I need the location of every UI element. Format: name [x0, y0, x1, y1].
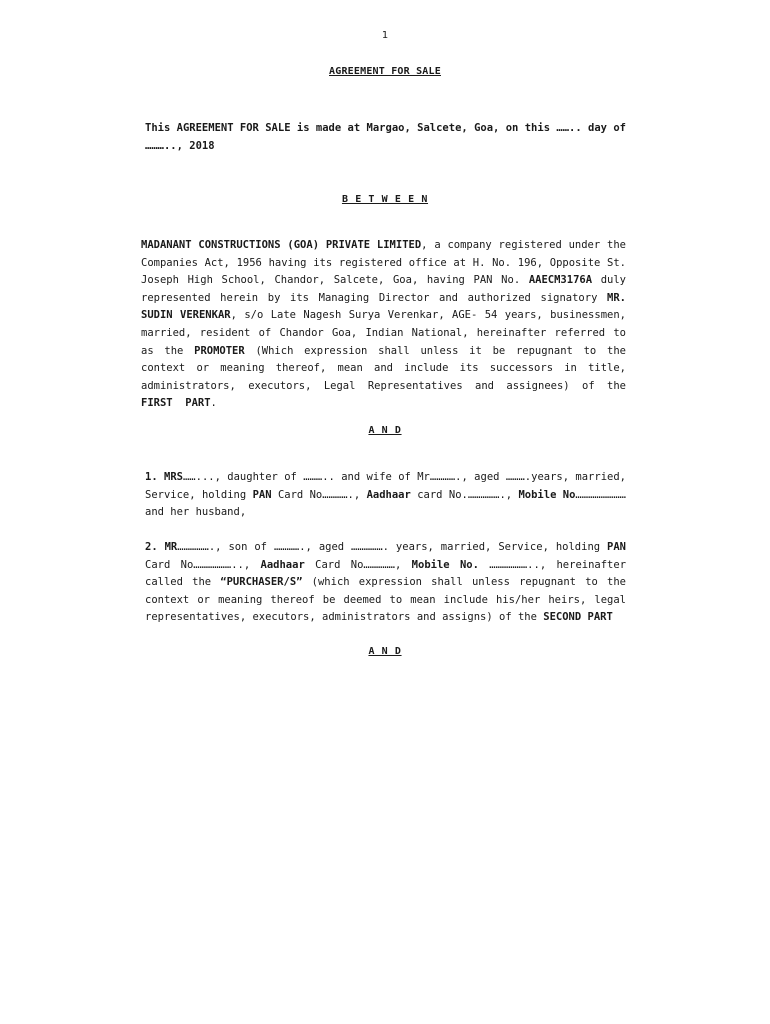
purchaser-2-number: 2. [145, 541, 165, 553]
second-part-label: SECOND PART [543, 611, 613, 624]
purchaser-1-text-2: Card No…………., [271, 488, 367, 501]
purchaser-1-aadhaar-label: Aadhaar [366, 488, 411, 501]
purchaser-2-name-label: MR [164, 541, 178, 553]
intro-paragraph: This AGREEMENT FOR SALE is made at Margao, Salcete, Goa, on this …….. day of ……….., 2018 [145, 122, 626, 152]
page-number: 1 [381, 30, 389, 41]
promoter-text-4: (Which expression shall unless it be repugnant to the context or meaning thereof, mean and include its successors in title, administrators, executors, Legal Representatives and assignees) of the [141, 344, 626, 392]
purchaser-1-paragraph [145, 469, 626, 522]
company-pan: AAECM3176A [528, 274, 593, 287]
signatory-name: MR. SUDIN VERENKAR [141, 291, 626, 322]
purchaser-2-text-3: Card No……………, [304, 558, 412, 571]
purchaser-2-aadhaar-label: Aadhaar [260, 558, 305, 571]
document-title: AGREEMENT FOR SALE [329, 66, 441, 77]
purchaser-2-pan-label: PAN [607, 541, 626, 553]
purchaser-label: “PURCHASER/S” [220, 576, 303, 589]
purchaser-1-number: 1. [145, 471, 165, 483]
purchaser-2-text-5: (which expression shall unless repugnant to the context or meaning thereof be deemed to mean include his/her heirs, legal representatives, executors, administrators and assigns) of the [145, 576, 626, 624]
purchaser-2-text-1: ……………., son of …………., aged ……………. years, married, Service, holding [177, 541, 608, 553]
purchaser-2-paragraph [145, 539, 626, 627]
promoter-text-3: , s/o Late Nagesh Surya Verenkar, AGE- 54 years, businessmen, married, resident of Chandor Goa, Indian National, hereinafter referred to as the [141, 309, 626, 357]
purchaser-1-mobile-label: Mobile No [518, 488, 576, 501]
purchaser-1-text-3: card No.……………., [410, 488, 519, 501]
promoter-text-2: duly represented herein by its Managing Director and authorized signatory [141, 274, 627, 304]
purchaser-1-text-4: …………………… and her husband, [145, 488, 626, 519]
purchaser-1-pan-label: PAN [252, 488, 272, 501]
promoter-text-5: . [210, 397, 217, 410]
purchaser-2-mobile-label: Mobile No. [411, 558, 479, 571]
first-part-label: FIRST PART [141, 397, 211, 410]
company-name: MADANANT CONSTRUCTIONS (GOA) PRIVATE LIMITED [141, 239, 422, 251]
purchaser-2-text-2: Card No……………….., [145, 558, 261, 571]
purchaser-1-name-label: MRS [164, 471, 183, 483]
promoter-label: PROMOTER [194, 344, 245, 357]
purchaser-1-text-1: ……..., daughter of ……….. and wife of Mr…………., aged ……….years, married, Service, holding [145, 471, 626, 501]
and-heading: A N D [368, 425, 402, 436]
purchaser-2-text-4: ……………….., hereinafter called the [145, 558, 627, 589]
between-heading: B E T W E E N [341, 194, 429, 205]
promoter-paragraph [141, 237, 626, 413]
and-heading-2: A N D [368, 646, 402, 657]
promoter-text-1: , a company registered under the Companies Act, 1956 having its registered office at H. No. 196, Opposite St. Joseph High School, Chandor, Salcete, Goa, having PAN No. [141, 239, 626, 287]
